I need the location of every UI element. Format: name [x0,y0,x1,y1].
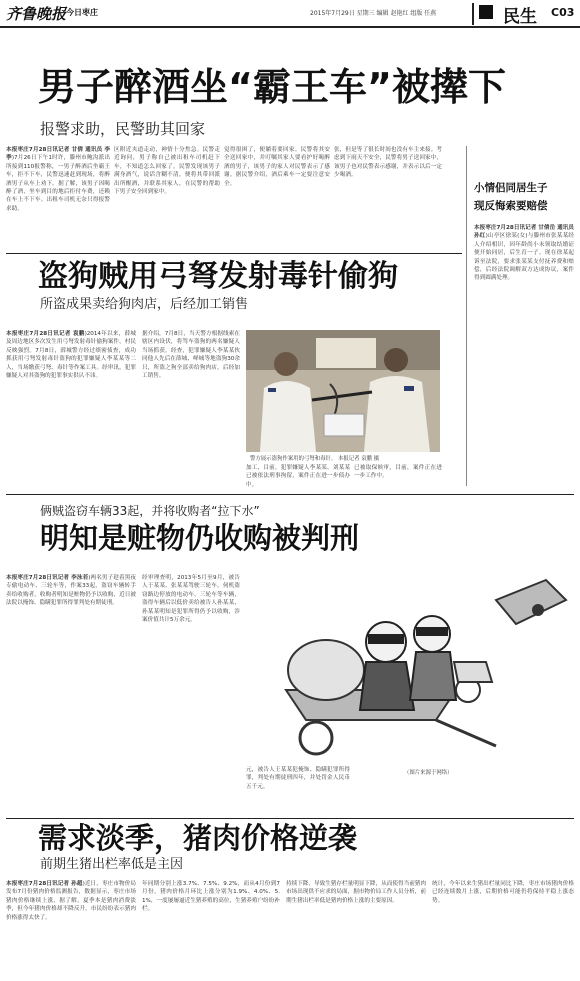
sidebar-body: 本报枣庄7月28日讯记者 甘倩岳 通讯员 孙红)山亭区徐某(女)与滕州市张某某经人介绍相识，因年龄尚小未领取结婚证便开始同居，后生育一子。现在徐某起诉至法院，要求张某某支付抚养费和赔偿，后经法院调解双方达成协议，案件得到圆满处理。 [474,225,574,282]
story3-column-1: 本报枣庄7月28日讯记者 李泳若)两名男子趁着黑夜专偷电动车、三轮车等，作案33起，盗窃车辆转手卖给收购者，收购者明知是赃物仍予以收购，近日被法院以掩饰、隐瞒犯罪所得罪判处有期徒刑。 [6,575,136,607]
story2-headline: 盗狗贼用弓弩发射毒针偷狗 [38,259,398,294]
sidebar-headline-2: 现反悔索要赔偿 [474,200,548,212]
story-separator [6,253,462,254]
story1-column-1: 本报枣庄7月28日讯记者 甘倩 通讯员 李季)7月26日下午1时许，滕州市鲍沟派出所接到110报警称，一男子醉酒后坐霸王车，拒不下车，民警迅速赶到现场，将醉酒男子从车上劝下。据了解，该男子因喝醉了酒，坐车到目的地后拒付车费，还赖在车上不下车。出租车司机无奈只得报警求助。 [6,147,110,212]
police-photo [246,330,440,452]
story2-column-1: 本报枣庄7月28日讯记者 袁鹏)2014年以来，薛城及周边地区多次发生用弓弩发射毒针偷狗案件，村民反映强烈。7月8日，薛城警方经过缜密侦查，成功抓获用弓弩发射毒针盗狗的犯罪嫌疑人李某某等二人，当场缴获弓弩、毒针等作案工具。经审讯，犯罪嫌疑人对其盗狗的犯罪事实供认不讳。 [6,331,136,380]
story3-column-3: 元，被告人王某某犯掩饰、隐瞒犯罪所得罪，判处有期徒刑四年，并处罚金人民币五千元。 [246,767,350,790]
story3-byline: 本报枣庄7月28日讯记者 李泳若 [6,575,89,581]
story2-photo-caption: 警方展示盗狗作案用的弓弩和毒针。 本报记者 袁鹏 摄 [250,456,380,462]
page-number: C03 [551,6,575,19]
story2-subhead: 所盗成果卖给狗肉店，后经加工销售 [40,297,249,312]
story4-byline: 本报枣庄7月28日讯记者 孙超 [6,881,83,887]
story4-column-3: 持续下降，导致生猪存栏量明显下降，从而使得当前猪肉市场出现供不应求的局面，据市物价局工作人员分析，前期生猪出栏率低是猪肉价格上涨的主要原因。 [286,881,426,904]
story2-byline: 本报枣庄7月28日讯记者 袁鹏 [6,331,85,337]
story1-column-2: 区附近夹道走动，神情十分焦急。民警走近询问，男子称自己被出租车司机赶下车，不知道怎么回家了。民警发现该男子满身酒气，说话含糊不清，便将其带回派出所醒酒，并联系其家人，在民警的帮助下男子安全回到家中。 [114,147,220,196]
story2-column-2: 据介绍，7月8日，当天警方根据线索在辖区内设伏，将驾车盗狗的两名嫌疑人当场抓获。经查，犯罪嫌疑人李某某伙同他人先后在薛城、峄城等地盗狗30余只，所盗之狗全部卖给狗肉店，后经加工销售。 [142,331,240,380]
section-flag-icon [479,5,493,19]
sidebar-byline: 本报枣庄7月28日讯记者 甘倩岳 通讯员 孙红 [474,225,574,240]
police-officers-image [246,330,440,452]
story4-column-1: 本报枣庄7月28日讯记者 孙超)近日，枣庄市物价局发布7月份猪肉价格监测报告，数据显示，枣庄市场猪肉价格继续上涨，据了解，夏季本是猪肉消费淡季，但今年猪肉价格却不降反升，市民纷纷表示猪肉价格涨得太快了。 [6,881,136,921]
newspaper-logo: 齐鲁晚报 [6,5,67,23]
story1-subhead: 报警求助，民警助其回家 [40,120,206,138]
story1-byline: 本报枣庄7月28日讯记者 甘倩 通讯员 李季 [6,147,110,162]
story2-column-4: 已被取保候审，目前，案件正在进一步工作中。 [354,465,442,480]
section-name: 民生 [503,7,537,27]
story1-column-4: 张，但是等了很长时间也没有车主来接。考虑到下雨天不安全，民警将男子送回家中，该男子也对民警表示感谢，并表示以后一定少喝酒。 [334,147,442,179]
story3-headline: 明知是赃物仍收购被判刑 [40,521,360,555]
date-line: 2015年7月29日 星期三 编辑 赵艳红 组版 任燕 [310,10,437,17]
sidebar-divider [466,146,467,486]
story1-column-3: 觉得很困了，便躺着要回家。民警将其安全送回家中，并叮嘱其家人要看护好喝醉酒的男子，该男子的家人对民警表示了感谢。据民警介绍，酒后乘车一定要注意安全。 [224,147,330,187]
story-separator-2 [6,494,574,495]
story1-headline: 男子醉酒坐“霸王车”被撵下 [38,65,506,109]
edition-name: 今日枣庄 [66,8,98,17]
story3-kicker: 俩贼盗窃车辆33起，并将收购者“拉下水” [40,504,260,518]
sidebar-headline-1: 小情侣同居生子 [474,182,548,194]
story4-subhead: 前期生猪出栏率低是主因 [40,857,184,872]
story-separator-3 [6,818,574,819]
page-masthead [0,0,580,28]
story3-column-2: 经审理查明，2013年5月至9月，被告人于某某、张某某驾驶三轮车，伺机盗窃路边停放的电动车、三轮车等车辆，盗得车辆后以低价卖给被告人孙某某，孙某某明知是犯罪所得仍予以收购，涉案价值共计5万余元。 [142,575,240,624]
story2-column-3: 加工，目前，犯罪嫌疑人李某某、刘某某已被依法刑事拘留，案件正在进一步侦办中。 [246,465,350,488]
thief-cartoon-image [246,570,574,764]
story4-headline: 需求淡季，猪肉价格逆袭 [38,821,358,855]
story4-column-2: 年同期分别上涨3.7%、7.5%、9.2%，而从4月份到7月份，猪肉价格月环比上涨分别为1.9%、4.0%、5.1%，一度屡屡逼近生猪养殖的高位，生猪养殖户纷纷补栏。 [142,881,280,913]
cartoon-caption: （图片来源于网络） [404,770,453,776]
story4-column-4: 统计，今年以来生猪出栏量同比下降，枣庄市场猪肉价格已经连续数月上涨，后期价格可能仍将保持平稳上涨态势。 [432,881,574,904]
theft-cartoon [246,570,574,764]
